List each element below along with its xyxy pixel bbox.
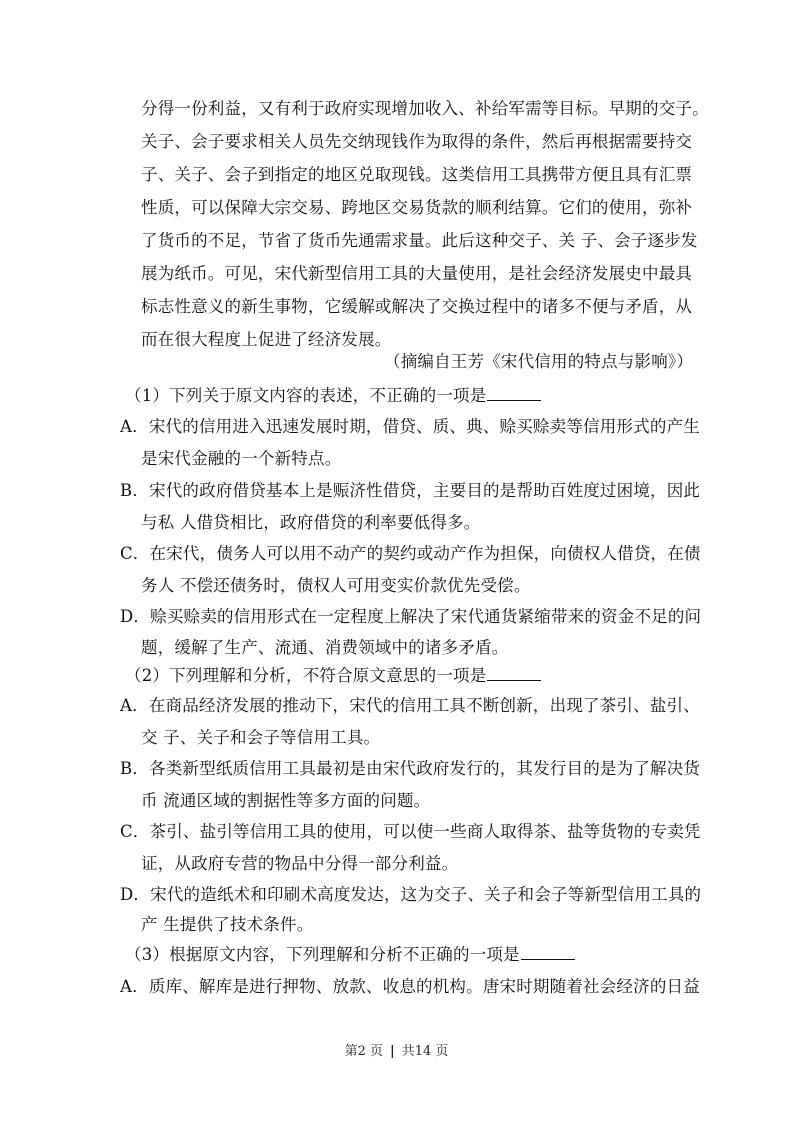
option-text: 在商品经济发展的推动下，宋代的信用工具不断创新，出现了茶引、盐引、 [148, 696, 700, 715]
option-continuation: 是宋代金融的一个新特点。 [141, 449, 342, 468]
option-text: 宋代的信用进入迅速发展时期，借贷、质、典、赊买赊卖等信用形式的产生 [148, 417, 700, 436]
question-stem-text: （2）下列理解和分析，不符合原文意思的一项是 [125, 666, 487, 685]
option-label: D． [120, 885, 151, 904]
option-2d [120, 884, 701, 906]
option-label: A． [120, 417, 149, 436]
option-continuation: 题，缓解了生产、流通、消费领域中的诸多矛盾。 [141, 638, 509, 657]
question-stem-text: （1）下列关于原文内容的表述，不正确的一项是 [125, 386, 487, 405]
passage-line: 分得一份利益，又有利于政府实现增加收入、补给军需等目标。早期的交子。 [141, 99, 709, 118]
option-1b [120, 480, 700, 502]
option-2b [120, 758, 700, 780]
option-continuation: 交 子、关子和会子等信用工具。 [141, 728, 381, 747]
option-text: 质库、解库是进行押物、放款、收息的机构。唐宋时期随着社会经济的日益 [148, 977, 700, 996]
option-3a [120, 976, 700, 998]
option-label: D． [120, 607, 151, 626]
option-text: 各类新型纸质信用工具最初是由宋代政府发行的，其发行目的是为了解决货 [149, 759, 701, 778]
question-stem-text: （3）根据原文内容，下列理解和分析不正确的一项是 [125, 945, 520, 964]
option-label: B． [120, 759, 150, 778]
option-continuation: 币 流通区域的割据性等多方面的问题。 [141, 791, 431, 810]
option-text: 赊买赊卖的信用形式在一定程度上解决了宋代通货紧缩带来的资金不足的问 [150, 607, 702, 626]
passage-line: 关子、会子要求相关人员先交纳现钱作为取得的条件，然后再根据需要持交 [141, 132, 693, 151]
option-text: 宋代的政府借贷基本上是赈济性借贷，主要目的是帮助百姓度过困境，因此 [149, 481, 701, 500]
answer-blank [521, 944, 575, 960]
option-label: C． [120, 544, 150, 563]
passage-line: 子、关子、会子到指定的地区兑取现钱。这类信用工具携带方便且具有汇票 [141, 165, 693, 184]
option-text: 宋代的造纸术和印刷术高度发达，这为交子、关子和会子等新型信用工具的 [150, 885, 702, 904]
passage-line: 性质，可以保障大宗交易、跨地区交易货款的顺利结算。它们的使用，弥补 [141, 198, 693, 217]
question-stem-2 [125, 665, 541, 687]
option-continuation: 产 生提供了技术条件。 [141, 915, 314, 934]
option-label: B． [120, 481, 150, 500]
page-total: 共14 页 [401, 1044, 449, 1059]
page-number: 第2 页 [344, 1044, 383, 1059]
option-label: C． [120, 822, 150, 841]
option-continuation: 务人 不偿还债务时，债权人可用变实价款优先受偿。 [141, 576, 531, 595]
option-1c [120, 543, 701, 565]
page-footer [0, 1043, 793, 1061]
option-2c [120, 821, 701, 843]
option-1d [120, 606, 701, 628]
passage-source: （摘编自王芳《宋代信用的特点与影响》） [384, 352, 694, 371]
question-stem-1 [125, 385, 541, 407]
option-2a [120, 695, 700, 717]
passage-line: 了货币的不足，节省了货币先通需求量。此后这种交子、关 子、会子逐步发 [141, 231, 698, 250]
passage-line: 展为纸币。可见，宋代新型信用工具的大量使用，是社会经济发展史中最具 [141, 264, 693, 283]
answer-blank [487, 385, 541, 401]
option-continuation: 与私 人借贷相比，政府借贷的利率要低得多。 [141, 513, 481, 532]
option-label: A． [120, 977, 149, 996]
option-continuation: 证，从政府专营的物品中分得一部分利益。 [141, 854, 459, 873]
option-text: 在宋代，债务人可以用不动产的契约或动产作为担保，向债权人借贷，在债 [149, 544, 701, 563]
answer-blank [487, 665, 541, 681]
passage-line: 标志性意义的新生事物，它缓解或解决了交换过程中的诸多不便与矛盾，从 [141, 297, 693, 316]
option-1a [120, 416, 700, 438]
option-label: A． [120, 696, 149, 715]
passage-line: 而在很大程度上促进了经济发展。 [141, 330, 392, 349]
footer-separator: | [389, 1044, 395, 1059]
option-text: 茶引、盐引等信用工具的使用，可以使一些商人取得茶、盐等货物的专卖凭 [149, 822, 701, 841]
question-stem-3 [125, 944, 575, 966]
